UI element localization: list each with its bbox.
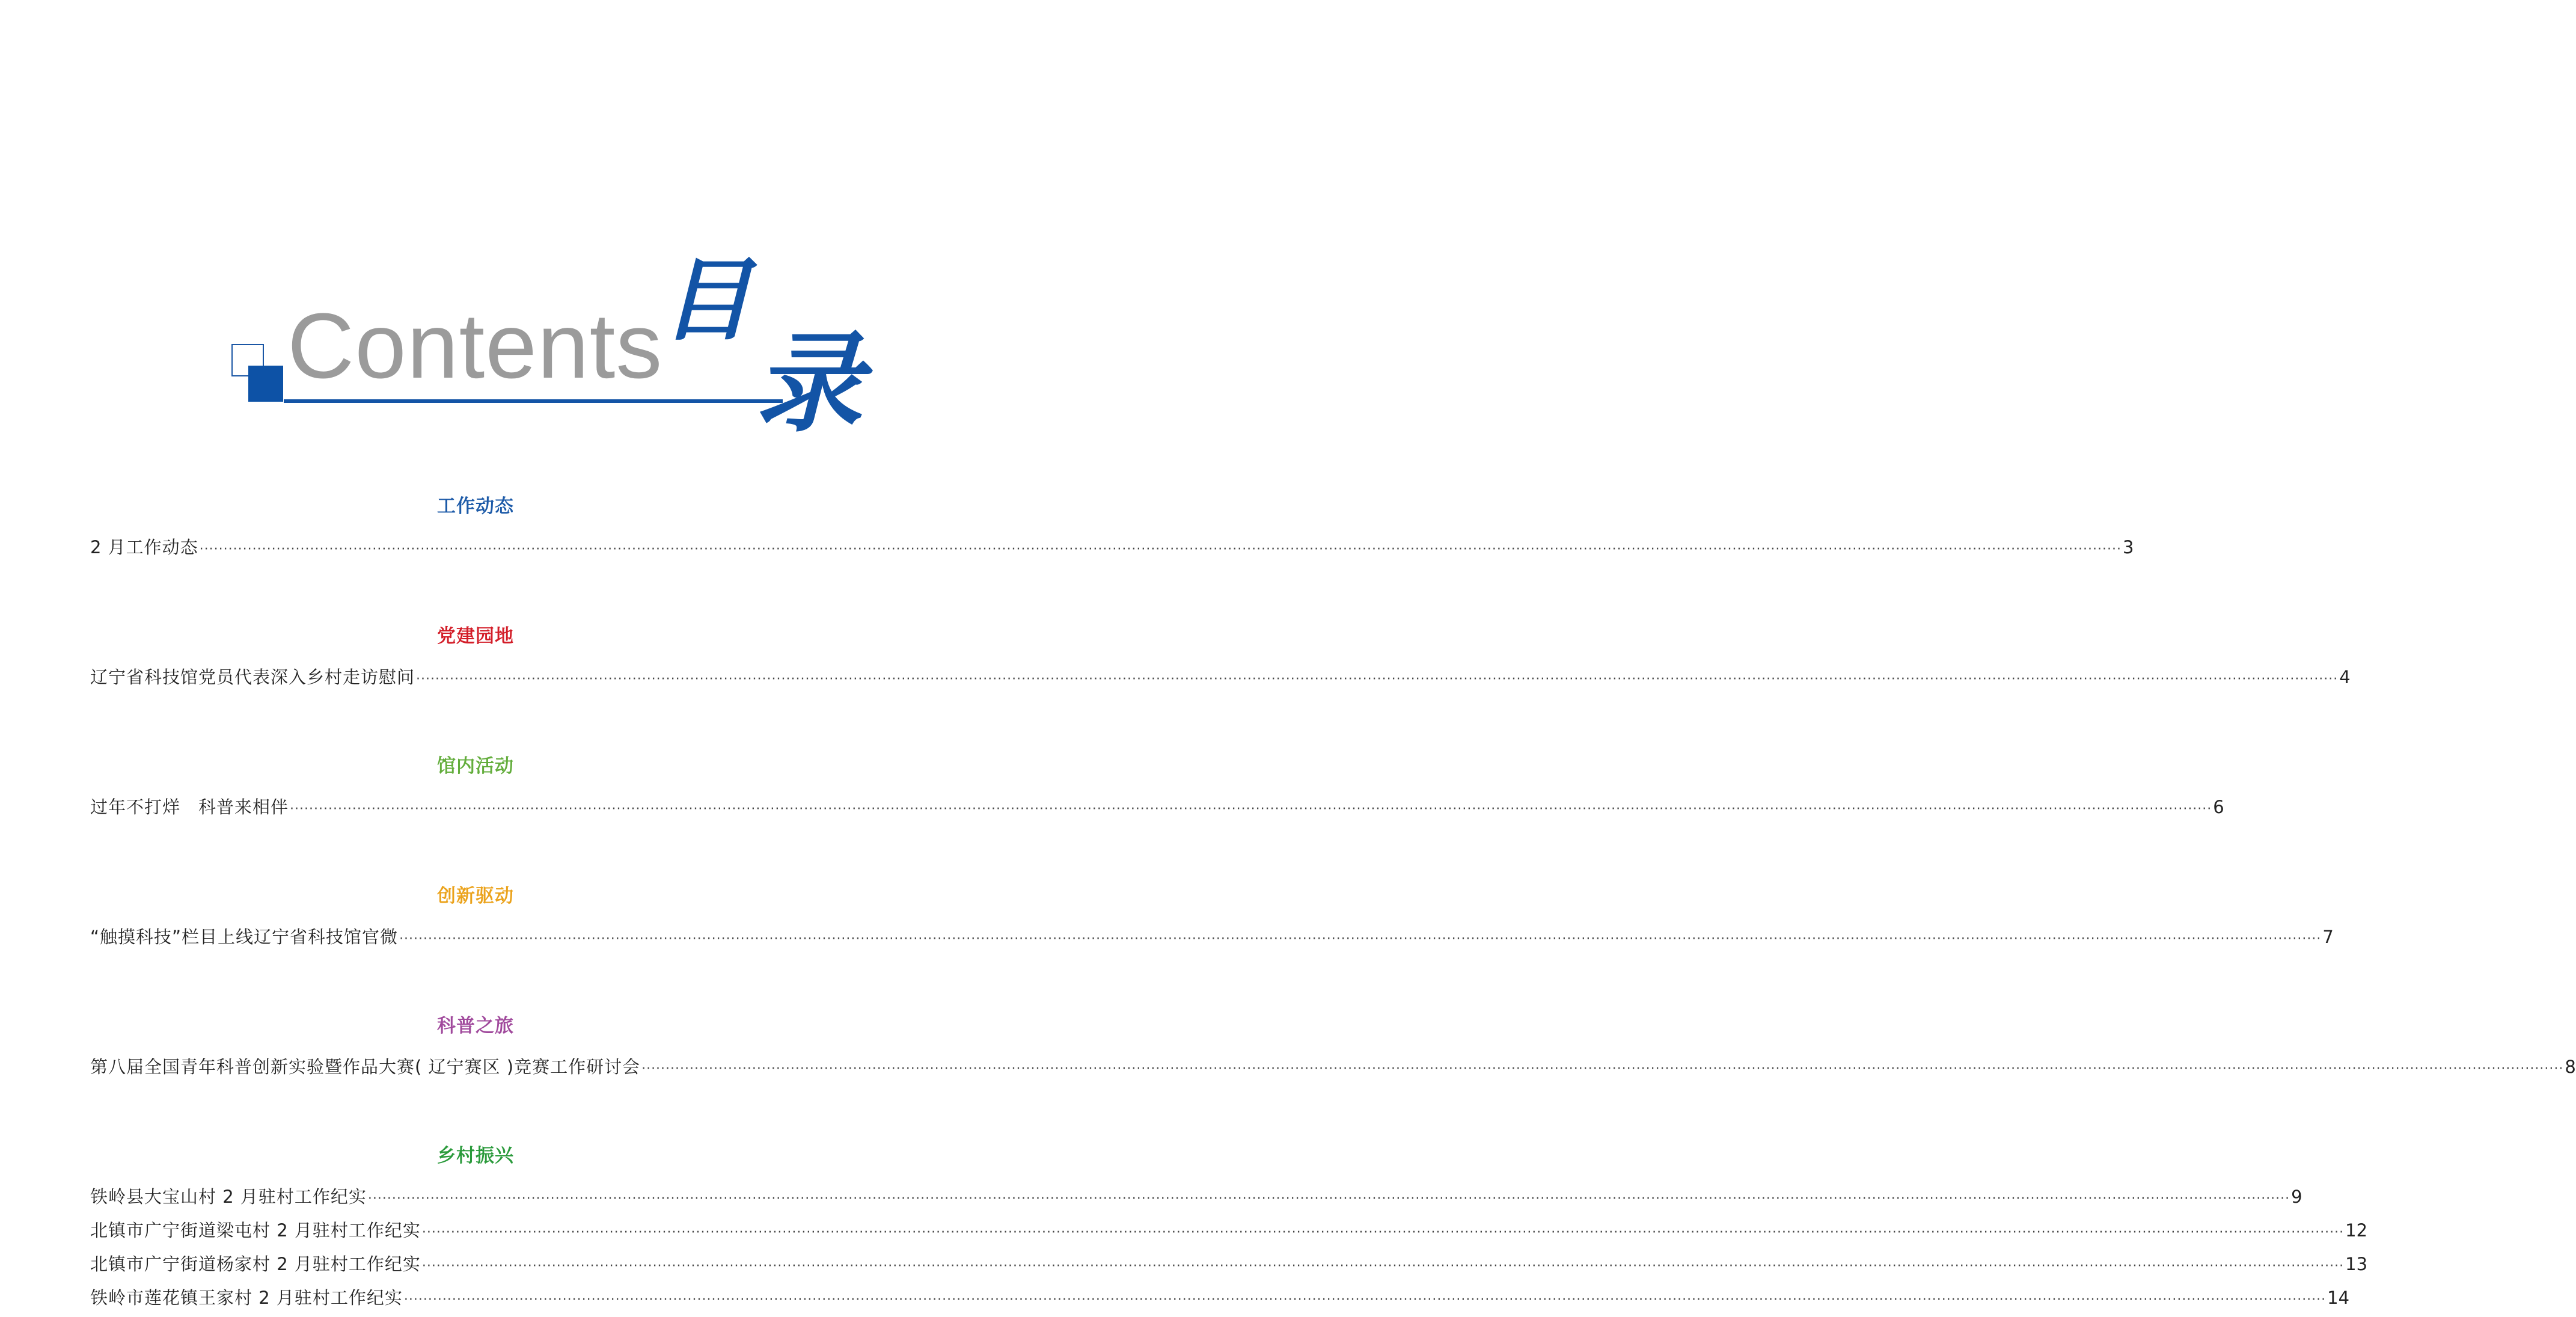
title-char-mu: 目: [661, 247, 752, 353]
section-party-building: [90, 623, 2351, 694]
page-number: 6: [2213, 797, 2224, 817]
entry-title: 2 月工作动态: [90, 537, 198, 557]
section-innovation: [90, 883, 2334, 954]
section-work-news: [90, 493, 2134, 564]
dot-leader: ················································································································································································································································································································································································································: [290, 802, 2212, 817]
page-number: 3: [2122, 537, 2134, 557]
dot-leader: ················································································································································································································································································································································································································: [421, 1225, 2345, 1240]
toc-entry[interactable]: [90, 920, 2334, 954]
toc-entry[interactable]: [90, 1214, 2368, 1247]
dot-leader: ················································································································································································································································································································································································································: [399, 932, 2322, 947]
toc-entry[interactable]: [90, 790, 2224, 824]
section-science-journey: [90, 1013, 2576, 1084]
entry-title: 第八届全国青年科普创新实验暨作品大赛( 辽宁赛区 )竞赛工作研讨会: [90, 1057, 641, 1077]
entry-title: 北镇市广宁街道梁屯村 2 月驻村工作纪实: [90, 1220, 421, 1241]
toc-entry[interactable]: [90, 530, 2134, 564]
entry-title: 铁岭县大宝山村 2 月驻村工作纪实: [90, 1187, 367, 1207]
toc-entry[interactable]: [90, 1247, 2368, 1281]
page-number: 14: [2327, 1288, 2350, 1308]
table-of-contents: [90, 493, 2576, 1315]
header-rule: [284, 399, 783, 403]
dot-leader: ················································································································································································································································································································································································································: [641, 1061, 2564, 1076]
section-title: 馆内活动: [437, 755, 514, 777]
entry-title: 过年不打烊 科普来相伴: [90, 797, 289, 817]
page-number: 8: [2565, 1057, 2576, 1077]
page-number: 12: [2345, 1220, 2368, 1241]
page-number: 9: [2291, 1187, 2302, 1207]
section-museum-activities: [90, 753, 2224, 824]
entry-title: “触摸科技”栏目上线辽宁省科技馆官微: [90, 927, 399, 947]
entry-title: 辽宁省科技馆党员代表深入乡村走访慰问: [90, 667, 415, 687]
entry-title: 铁岭市莲花镇王家村 2 月驻村工作纪实: [90, 1288, 403, 1308]
dot-leader: ················································································································································································································································································································································································································: [421, 1259, 2345, 1274]
title-char-lu: 录: [754, 320, 863, 447]
section-title: 党建园地: [437, 625, 514, 647]
dot-leader: ················································································································································································································································································································································································································: [403, 1292, 2327, 1307]
dot-leader: ················································································································································································································································································································································································································: [199, 542, 2122, 557]
toc-entry[interactable]: [90, 660, 2351, 694]
page-number: 4: [2339, 667, 2351, 687]
toc-entry[interactable]: [90, 1281, 2350, 1315]
section-title: 乡村振兴: [437, 1145, 514, 1167]
dot-leader: ················································································································································································································································································································································································································: [416, 672, 2339, 687]
section-title: 创新驱动: [437, 885, 514, 907]
toc-entry[interactable]: [90, 1050, 2576, 1084]
section-title: 工作动态: [437, 496, 514, 517]
contents-heading: Contents: [287, 294, 663, 398]
filled-square-decoration: [248, 366, 283, 402]
section-title: 科普之旅: [437, 1015, 514, 1037]
toc-entry[interactable]: [90, 1180, 2302, 1214]
page-number: 13: [2345, 1254, 2368, 1274]
entry-title: 北镇市广宁街道杨家村 2 月驻村工作纪实: [90, 1254, 421, 1274]
contents-header: [0, 0, 954, 457]
section-rural-revitalization: [90, 1143, 2368, 1315]
dot-leader: ················································································································································································································································································································································································································: [367, 1191, 2290, 1206]
page-number: 7: [2322, 927, 2334, 947]
